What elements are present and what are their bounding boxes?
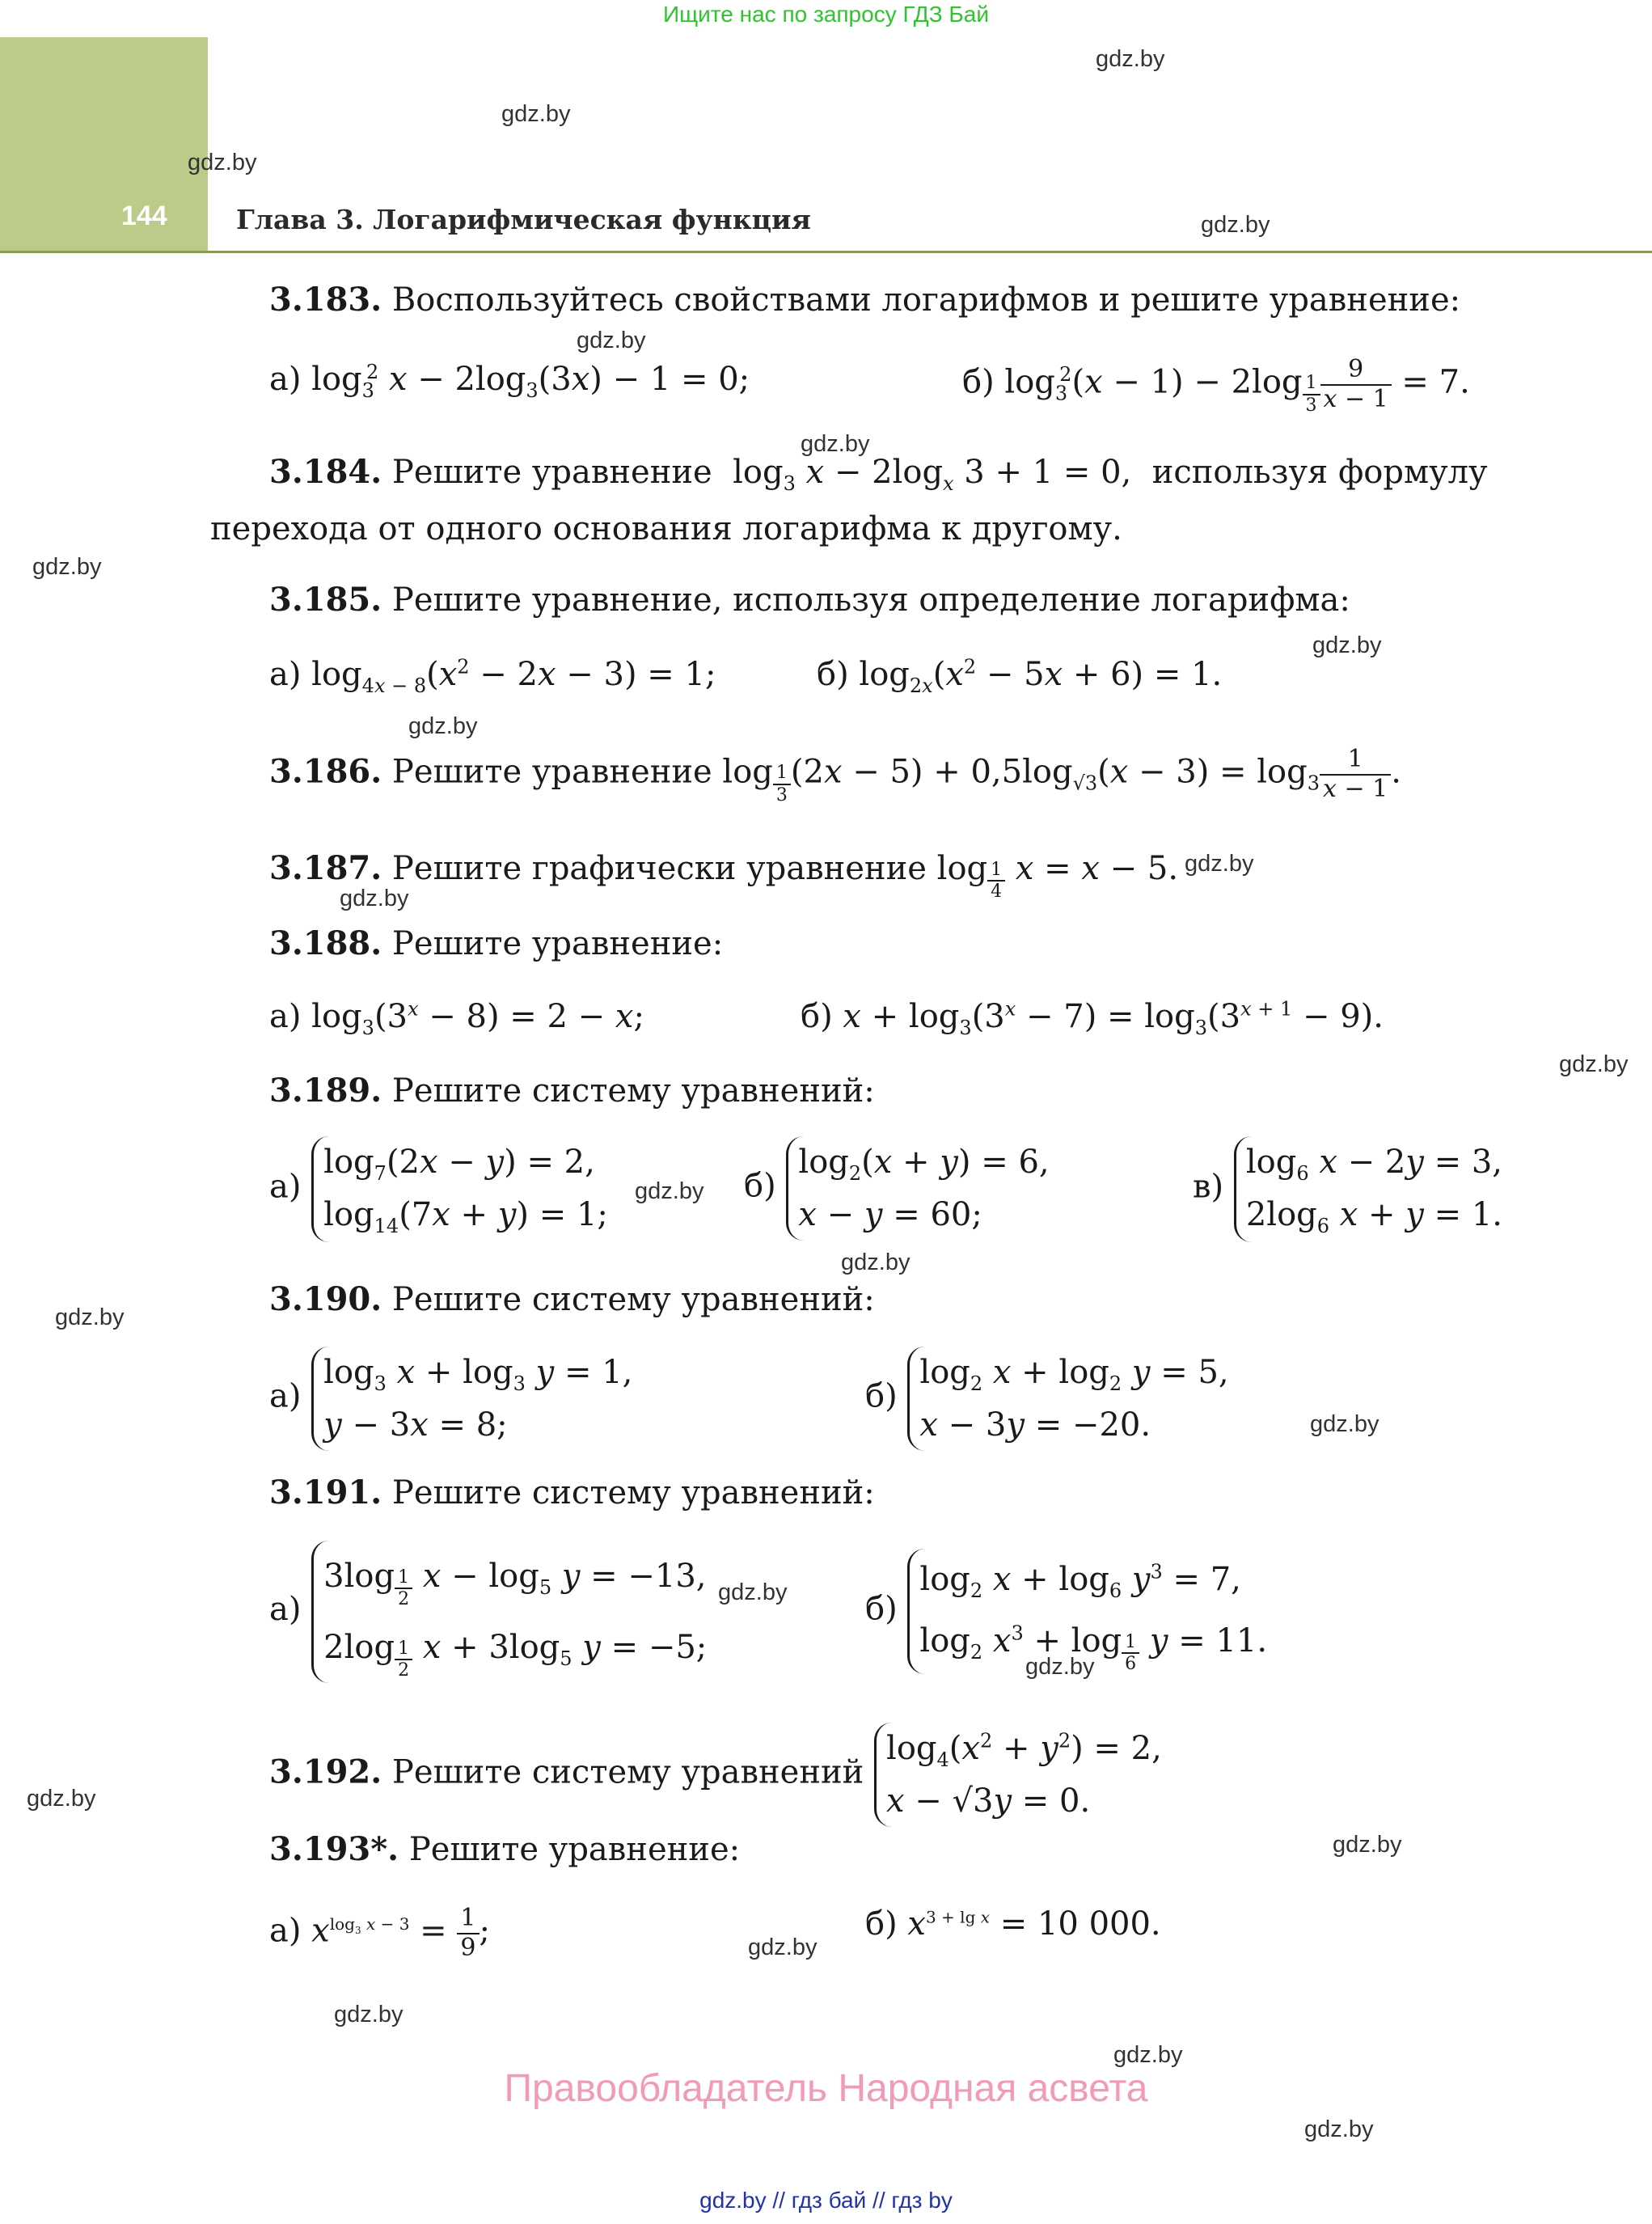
problem-number: 3.191.	[269, 1474, 382, 1512]
problem-number: 3.188.	[269, 924, 382, 962]
problem-3-187: 3.187. Решите графически уравнение log $\frac{1}{4}$ x = x − 5.	[269, 849, 1179, 902]
problem-3-186: 3.186. Решите уравнение log $\frac{1}{3}$ $(2x - 5) + 0,5\log_{√3}(x - 3) = \log_3$ $\frac{1}{x - 1}$ .	[269, 745, 1401, 805]
watermark: gdz.by	[1304, 2116, 1374, 2142]
watermark: gdz.by	[32, 554, 102, 580]
equation-3-183-b: б) $\log_3^2(x - 1) - 2\log$ $\frac{1}{3}$ $\frac{9}{x - 1}$ = 7.	[962, 355, 1470, 416]
label-b: б)	[962, 363, 995, 401]
problem-number: 3.190.	[269, 1280, 382, 1318]
watermark: gdz.by	[1185, 851, 1254, 877]
equation-3-183-a: а) $\log_3^2 x - 2\log_3(3x) - 1 = 0$;	[269, 360, 750, 402]
problem-number: 3.185.	[269, 581, 382, 619]
watermark: gdz.by	[1312, 632, 1382, 658]
watermark: gdz.by	[1333, 1832, 1402, 1858]
system-3-191-a: а) 3log $\frac{1}{2}$ $x - \log_5 y = -13$, 2log $\frac{1}{2}$ $x + 3\log_5$ y = −5;	[269, 1541, 707, 1683]
problem-3-185	[269, 581, 1350, 619]
watermark: gdz.by	[718, 1579, 788, 1605]
problem-number: 3.192.	[269, 1753, 382, 1791]
label-a: а)	[269, 1168, 302, 1206]
bottom-links[interactable]: gdz.by // гдз бай // гдз by	[699, 2188, 953, 2213]
system-3-190-a: а) $\log_3 x + \log_3 y = 1$, y − 3x = 8;	[269, 1347, 632, 1451]
problem-text: Решите уравнение	[391, 753, 712, 791]
chapter-title: Глава 3. Логарифмическая функция	[236, 204, 811, 235]
problem-3-192: 3.192. Решите систему уравнений $\log_4(x^2 + y^2) = 2$, x − √3y = 0.	[269, 1723, 1162, 1827]
watermark: gdz.by	[340, 886, 409, 911]
watermark: gdz.by	[801, 431, 870, 457]
label-b: б)	[744, 1167, 776, 1205]
watermark: gdz.by	[27, 1786, 96, 1812]
watermark: gdz.by	[55, 1304, 125, 1330]
equation-3-185-a: а) $\log_{4x - 8}(x^2 - 2x - 3) = 1$;	[269, 655, 716, 697]
watermark: gdz.by	[334, 2002, 403, 2027]
problem-text: Решите графически уравнение	[391, 850, 927, 887]
problem-3-189	[269, 1072, 875, 1110]
label-a: а)	[269, 998, 302, 1035]
problem-number: 3.189.	[269, 1072, 382, 1110]
problem-number: 3.183.	[269, 281, 382, 319]
page-number: 144	[121, 201, 167, 231]
watermark: gdz.by	[635, 1178, 704, 1204]
system-3-189-b: б) $\log_2(x + y) = 6$, x − y = 60;	[744, 1136, 1050, 1241]
label-b: б)	[865, 1590, 898, 1628]
system-3-191-b: б) $\log_2 x + \log_6 y^3 = 7$, $\log_2 x^3 + \log$ $\frac{1}{6}$ y = 11.	[865, 1549, 1267, 1674]
watermark: gdz.by	[501, 101, 571, 127]
label-a: а)	[269, 361, 302, 398]
problem-3-184-cont: перехода от одного основания логарифма к другому.	[210, 510, 1122, 548]
problem-text: Решите уравнение, используя определение логарифма:	[391, 581, 1350, 619]
label-b: б)	[817, 656, 849, 693]
problem-3-190	[269, 1280, 875, 1319]
label-a: а)	[269, 1377, 302, 1415]
problem-text: Решите уравнение:	[408, 1831, 741, 1868]
label-b: б)	[865, 1377, 898, 1415]
label-v: в)	[1193, 1168, 1224, 1206]
label-a: а)	[269, 1591, 302, 1628]
watermark: gdz.by	[1096, 46, 1165, 72]
watermark: gdz.by	[577, 328, 646, 353]
label-a: а)	[269, 656, 302, 693]
equation-3-188-b: б) $x + \log_3(3^x - 7) = \log_3(3^{x + 1} - 9)$.	[801, 997, 1384, 1039]
problem-3-183	[269, 281, 1460, 319]
system-3-190-b: б) $\log_2 x + \log_2 y = 5$, x − 3y = −20.	[865, 1347, 1229, 1451]
watermark: gdz.by	[1310, 1411, 1379, 1437]
problem-text: Решите систему уравнений	[391, 1753, 864, 1791]
label-a: а)	[269, 1912, 302, 1950]
watermark: gdz.by	[188, 150, 257, 175]
problem-3-191	[269, 1474, 875, 1512]
problem-text: Решите систему уравнений:	[391, 1474, 875, 1512]
problem-text: используя формулу	[1151, 454, 1488, 491]
problem-3-184: 3.184. Решите уравнение $\log_3 x - 2\log_x$ 3 + 1 = 0, используя формулу	[269, 453, 1488, 495]
page-corner-block	[0, 37, 208, 252]
top-banner[interactable]: Ищите нас по запросу ГДЗ Бай	[662, 2, 990, 27]
watermark: gdz.by	[841, 1249, 911, 1275]
watermark: gdz.by	[1201, 212, 1270, 238]
problem-number: 3.184.	[269, 453, 382, 491]
watermark: gdz.by	[748, 1934, 818, 1960]
label-b: б)	[865, 1905, 898, 1943]
watermark: gdz.by	[408, 713, 478, 739]
label-b: б)	[801, 998, 833, 1035]
problem-text: Решите уравнение	[391, 454, 712, 491]
problem-number: 3.193*.	[269, 1830, 399, 1868]
system-3-189-v: в) $\log_6 x - 2y = 3$, $2\log_6$ x + y = 1.	[1193, 1136, 1502, 1242]
problem-number: 3.186.	[269, 752, 382, 791]
watermark: gdz.by	[1559, 1051, 1629, 1077]
equation-3-193-b: б) $x^{3 + lg x} = 10$ 000.	[865, 1905, 1161, 1943]
problem-text: Решите систему уравнений:	[391, 1281, 875, 1318]
copyright-notice: Правообладатель Народная асвета	[504, 2067, 1148, 2110]
system-3-189-a: а) $\log_7(2x - y) = 2$, $\log_{14}(7x + y) = 1$;	[269, 1136, 608, 1242]
equation-3-188-a: а) $\log_3(3^x - 8) = 2 - x$;	[269, 997, 644, 1039]
equation-3-185-b: б) $\log_{2x}(x^2 - 5x + 6) = 1$.	[817, 655, 1223, 697]
problem-text: Воспользуйтесь свойствами логарифмов и решите уравнение:	[391, 281, 1461, 319]
problem-text: Решите уравнение:	[391, 925, 724, 962]
watermark: gdz.by	[1113, 2042, 1183, 2068]
problem-number: 3.187.	[269, 849, 382, 887]
equation-3-193-a: а) $x^{log_3 x - 3}$ = $\frac{1}{9}$ ;	[269, 1904, 490, 1962]
header-divider	[0, 251, 1652, 253]
problem-3-193	[269, 1830, 740, 1869]
watermark: gdz.by	[1025, 1654, 1095, 1680]
problem-3-188	[269, 924, 723, 963]
problem-text: Решите систему уравнений:	[391, 1072, 875, 1110]
